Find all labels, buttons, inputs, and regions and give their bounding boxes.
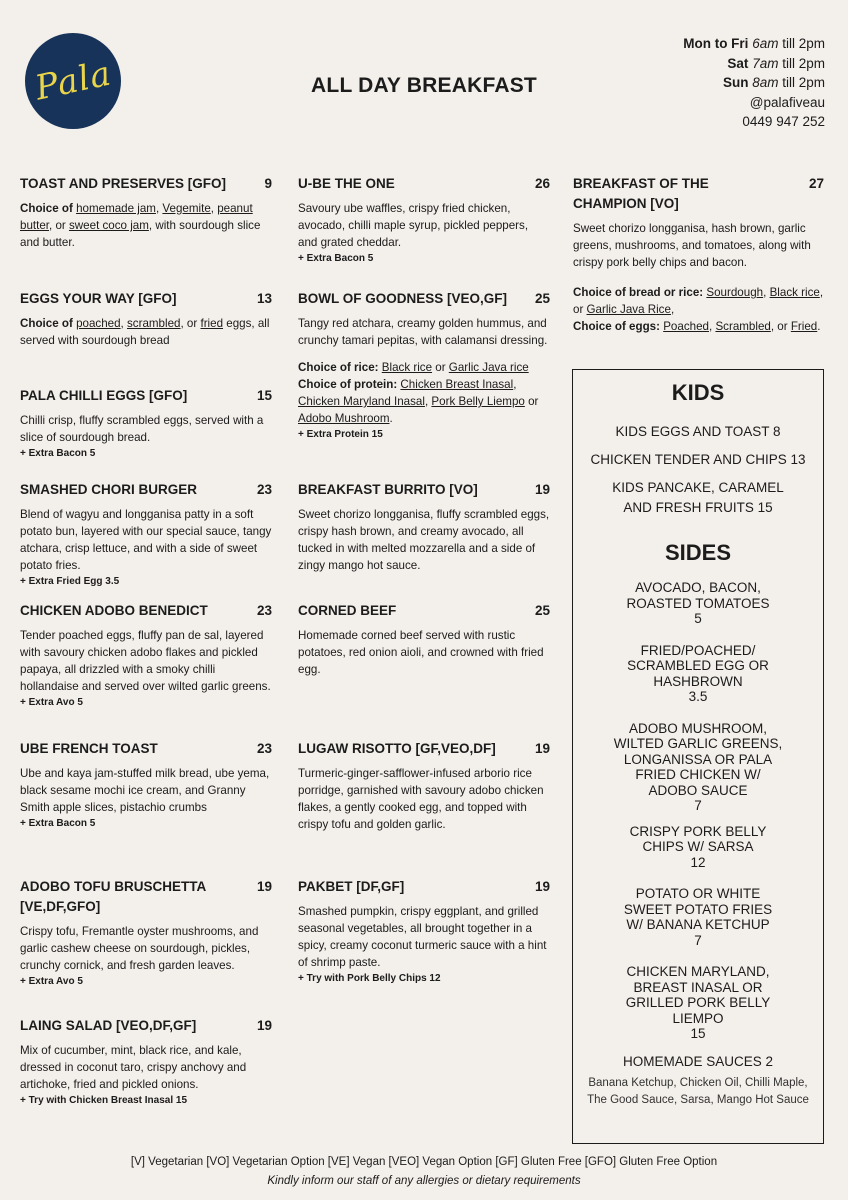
item-title: SMASHED CHORI BURGER: [20, 482, 198, 497]
item-title: ADOBO TOFU BRUSCHETTA [VE,DF,GFO]: [20, 879, 206, 914]
item-title: BREAKFAST BURRITO [VO]: [298, 482, 478, 497]
item-price: 23: [256, 603, 272, 618]
page-title: ALL DAY BREAKFAST: [311, 74, 537, 97]
menu-item-tofu-bruschetta: [20, 877, 272, 989]
kids-item: AND FRESH FRUITS 15: [623, 500, 773, 515]
item-title: CORNED BEEF: [298, 603, 397, 618]
item-extra: + Extra Bacon 5: [20, 448, 96, 459]
item-title: EGGS YOUR WAY [GFO]: [20, 291, 177, 306]
item-price: 19: [534, 879, 550, 894]
item-desc: Choice of homemade jam, Vegemite, peanut butter, or sweet coco jam, with sourdough slice and butter.: [20, 202, 261, 249]
opening-hours: [683, 34, 825, 132]
item-desc: Turmeric-ginger-safflower-infused arborio rice porridge, garnished with savoury adobo chicken flakes, a gently cooked egg, and topped with crispy tofu and golden garlic.: [298, 767, 544, 831]
menu-item-lugaw-risotto: [298, 739, 550, 833]
side-item: AVOCADO, BACON, ROASTED TOMATOES 5: [626, 580, 770, 626]
item-price: 27: [808, 176, 824, 191]
item-desc: Tender poached eggs, fluffy pan de sal, layered with savoury chicken adobo flakes and pickled papaya, all drizzled with a smoky chilli hollandaise and served over wilted garlic greens.: [20, 629, 271, 693]
side-item: ADOBO MUSHROOM, WILTED GARLIC GREENS, LONGANISSA OR PALA FRIED CHICKEN W/ ADOBO SAUCE 7: [613, 720, 783, 813]
item-price: 19: [256, 1018, 272, 1033]
menu-item-u-be-the-one: [298, 174, 550, 266]
menu-item-eggs: [20, 289, 272, 349]
menu-item-ube-french-toast: [20, 739, 272, 831]
item-desc: Savoury ube waffles, crispy fried chicken, avocado, chilli maple syrup, pickled peppers, and grated cheddar.: [298, 202, 529, 249]
sauces-desc: Banana Ketchup, Chicken Oil, Chilli Maple, The Good Sauce, Sarsa, Mango Hot Sauce: [587, 1077, 809, 1106]
item-extra: + Extra Fried Egg 3.5: [20, 576, 120, 587]
footer: [0, 1153, 848, 1191]
side-item: POTATO OR WHITE SWEET POTATO FRIES W/ BANANA KETCHUP 7: [623, 886, 773, 948]
item-title: BOWL OF GOODNESS [VEO,GF]: [298, 291, 508, 306]
item-desc: Homemade corned beef served with rustic potatoes, red onion aioli, and crowned with fried egg.: [298, 629, 544, 676]
item-desc: Mix of cucumber, mint, black rice, and kale, dressed in coconut taro, crispy anchovy and artichoke, fried and pickled onions.: [20, 1044, 247, 1091]
item-title: BREAKFAST OF THE CHAMPION [VO]: [573, 176, 709, 211]
item-price: 19: [256, 879, 272, 894]
menu-item-chori-burger: [20, 480, 272, 589]
side-item: FRIED/POACHED/ SCRAMBLED EGG OR HASHBROWN 3.5: [627, 642, 769, 704]
item-title: LUGAW RISOTTO [GF,VEO,DF]: [298, 741, 496, 756]
item-extra: + Extra Bacon 5: [298, 253, 374, 264]
menu-item-corned-beef: [298, 601, 550, 678]
menu-item-toast: [20, 174, 272, 251]
item-desc: Sweet chorizo longganisa, fluffy scrambled eggs, crispy hash brown, and creamy avocado, all tucked in with melted mozzarella and a side of zingy mango hot sauce.: [298, 508, 550, 572]
phone-number: 0449 947 252: [742, 114, 825, 129]
item-price: 23: [256, 482, 272, 497]
menu-item-laing-salad: [20, 1016, 272, 1108]
sides-heading: SIDES: [664, 540, 732, 565]
side-item: CHICKEN MARYLAND, BREAST INASAL OR GRILLED PORK BELLY LIEMPO 15: [625, 964, 771, 1041]
item-desc: Chilli crisp, fluffy scrambled eggs, served with a slice of sourdough bread.: [20, 414, 264, 444]
menu-item-breakfast-champion: [573, 174, 824, 335]
item-title: U-BE THE ONE: [298, 176, 395, 191]
item-desc: Tangy red atchara, creamy golden hummus, and crunchy tamari pepitas, with calamansi dressing.: [298, 317, 548, 347]
dietary-legend: [V] Vegetarian [VO] Vegetarian Option [VE] Vegan [VEO] Vegan Option [GF] Gluten Free [GFO] Gluten Free Option: [130, 1156, 718, 1168]
item-price: 23: [256, 741, 272, 756]
kids-item: KIDS PANCAKE, CARAMEL: [612, 480, 784, 495]
hours-sunday: Sun 8am till 2pm: [722, 75, 825, 90]
item-price: 15: [256, 388, 272, 403]
item-options: Choice of rice: Black rice or Garlic Java rice Choice of protein: Chicken Breast Inasal, Chicken Maryland Inasal, Pork Belly Liempo or Adobo Mushroom.: [298, 361, 539, 425]
item-price: 19: [534, 741, 550, 756]
menu-item-bowl-of-goodness: [298, 289, 550, 442]
menu-item-breakfast-burrito: [298, 480, 550, 574]
item-price: 13: [256, 291, 272, 306]
kids-item: CHICKEN TENDER AND CHIPS 13: [590, 452, 806, 467]
item-extra: + Extra Avo 5: [20, 976, 83, 987]
item-desc: Choice of poached, scrambled, or fried eggs, all served with sourdough bread: [20, 317, 270, 347]
item-desc: Sweet chorizo longganisa, hash brown, garlic greens, mushrooms, and tomatoes, along with crispy pork belly chips and bacon.: [573, 222, 811, 269]
item-title: PAKBET [DF,GF]: [298, 879, 405, 894]
hours-saturday: Sat 7am till 2pm: [727, 55, 825, 71]
kids-item: KIDS EGGS AND TOAST 8: [615, 424, 781, 439]
item-extra: + Extra Avo 5: [20, 697, 83, 708]
item-desc: Blend of wagyu and longganisa patty in a soft potato bun, layered with our special sauce, tangy atchara, crisp lettuce, and with a side of sweet potato fries.: [20, 508, 272, 572]
menu-item-adobo-benedict: [20, 601, 272, 710]
item-desc: Ube and kaya jam-stuffed milk bread, ube yema, black sesame mochi ice cream, and Granny Smith apple slices, pistachio crumbs: [20, 767, 270, 814]
social-handle: @palafiveau: [749, 94, 825, 110]
item-title: PALA CHILLI EGGS [GFO]: [20, 388, 188, 403]
item-extra: + Extra Protein 15: [298, 429, 383, 440]
item-price: 26: [534, 176, 550, 191]
item-title: LAING SALAD [VEO,DF,GF]: [20, 1018, 197, 1033]
sauces-title: HOMEMADE SAUCES 2: [622, 1053, 774, 1069]
item-options: Choice of bread or rice: Sourdough, Black rice, or Garlic Java Rice, Choice of eggs: Poached, Scrambled, or Fried.: [573, 286, 824, 333]
item-extra: + Try with Chicken Breast Inasal 15: [20, 1095, 188, 1106]
item-desc: Smashed pumpkin, crispy eggplant, and grilled seasonal vegetables, all brought together in a spicy, creamy coconut turmeric sauce with a hint of shrimp paste.: [298, 905, 547, 969]
menu-item-pakbet: [298, 877, 550, 986]
item-extra: + Extra Bacon 5: [20, 818, 96, 829]
item-price: 9: [264, 176, 272, 191]
kids-heading: KIDS: [671, 380, 725, 405]
allergy-note: Kindly inform our staff of any allergies or dietary requirements: [267, 1175, 581, 1187]
item-title: TOAST AND PRESERVES [GFO]: [20, 176, 227, 191]
item-price: 25: [534, 603, 550, 618]
logo-text: Pala: [31, 53, 115, 109]
kids-sides-box: [572, 369, 824, 1144]
item-title: CHICKEN ADOBO BENEDICT: [20, 603, 208, 618]
item-price: 25: [534, 291, 550, 306]
side-item: CRISPY PORK BELLY CHIPS W/ SARSA 12: [629, 823, 767, 870]
item-title: UBE FRENCH TOAST: [20, 741, 158, 756]
item-extra: + Try with Pork Belly Chips 12: [298, 973, 441, 984]
item-price: 19: [534, 482, 550, 497]
item-desc: Crispy tofu, Fremantle oyster mushrooms, and garlic cashew cheese on sourdough, pickles, crunchy cornick, and fresh garden leaves.: [20, 925, 259, 972]
menu-item-chilli-eggs: [20, 386, 272, 461]
hours-weekday: Mon to Fri 6am till 2pm: [683, 36, 825, 51]
